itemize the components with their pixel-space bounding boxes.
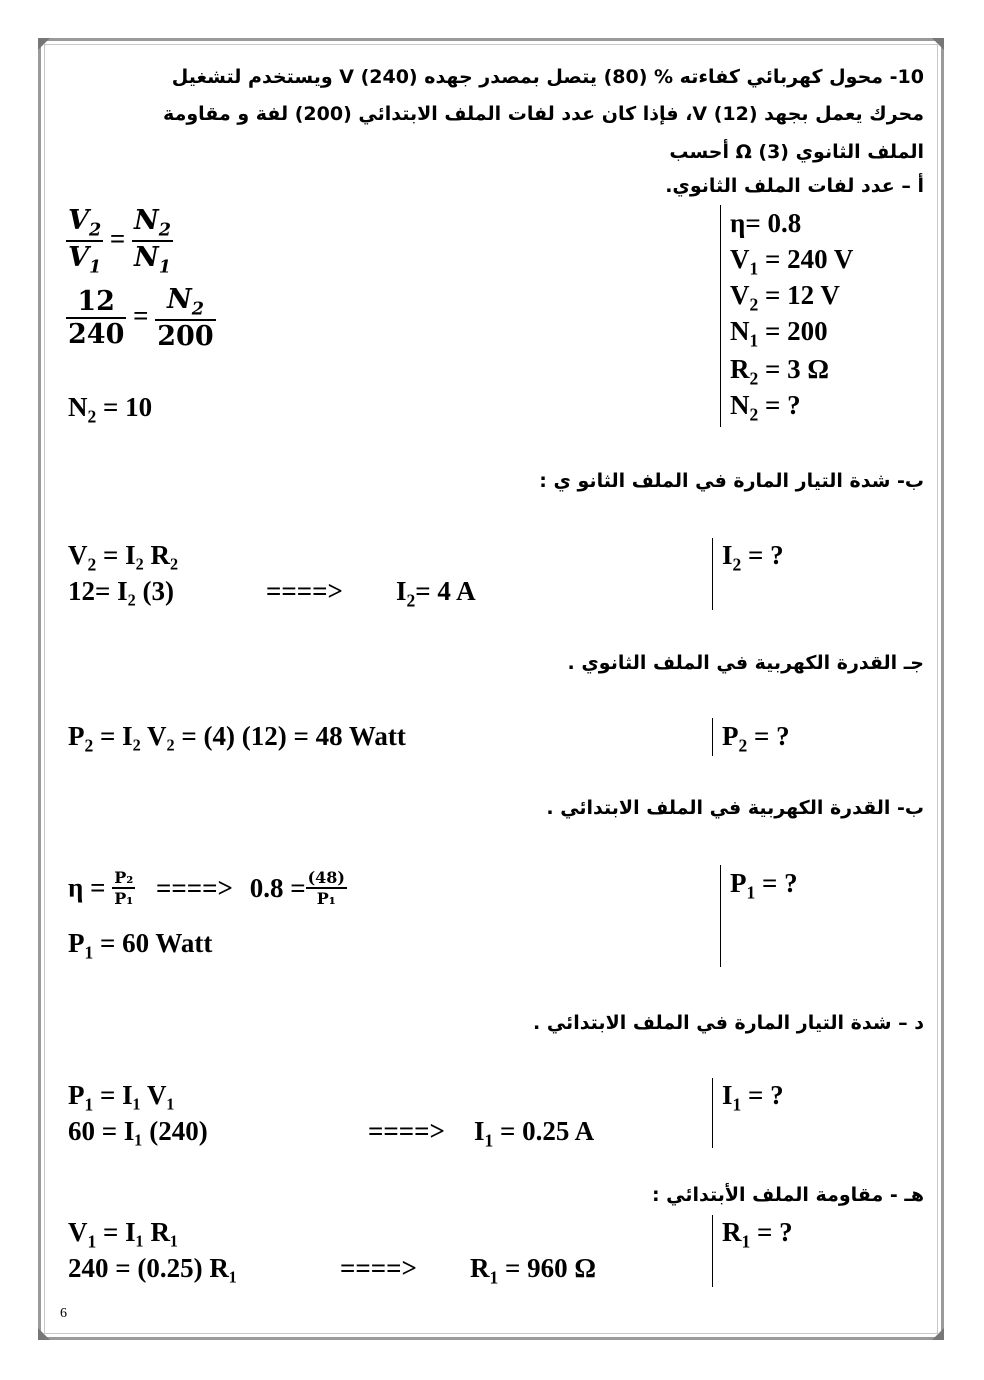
given-r2: $R_2 = 3$ Ω [730,354,830,389]
part-e-divider [712,1078,713,1148]
part-b-divider [712,538,713,610]
part-c-unknown: $P_2$ = ? [722,721,790,756]
part-f-divider [712,1215,713,1287]
part-b-line-2: 12= I₂ (3) [68,576,174,606]
part-b-arrow: ====> [266,576,343,606]
part-e-unknown: $I_1$ = ? [722,1080,784,1115]
fraction-v2-v1: $\frac{V_2}{V_1}$ [68,205,102,278]
corner-ornament [38,1328,50,1340]
corner-ornament [932,1328,944,1340]
part-d-result: $P_1 = 60$ Watt [68,928,213,963]
part-b-line-1: $V_2 = I_2$ R₂ [68,540,179,575]
fraction-n2-200: $\frac{N_2}{200}$ [157,284,214,353]
corner-ornament [932,38,944,50]
part-a-result: $N_2 = 10$ [68,392,153,427]
problem-line-2: محرك يعمل بجهد V (12)، فإذا كان عدد لفات الملف الابتدائي (200) لفة و مقاومة [163,103,924,125]
problem-line-1: 10- محول كهربائي كفاءته % (80) يتصل بمصدر جهده V (240) ويستخدم لتشغيل [171,66,924,88]
fraction-12-240: $\frac{12}{240}$ [68,286,125,351]
part-d-unknown: $P_1$ = ? [730,868,798,903]
part-a-heading: أ – عدد لفات الملف الثانوي. [665,175,924,197]
part-d-divider [720,865,721,967]
page-number: 6 [60,1306,67,1321]
part-e-heading: د – شدة التيار المارة في الملف الابتدائي . [533,1012,924,1034]
part-e-arrow: ====> [368,1116,445,1146]
part-b-heading: ب- شدة التيار المارة في الملف الثانو ي : [539,470,924,492]
part-f-line-1: $V_1 = I_1$ R₁ [68,1217,179,1252]
given-n1: $N_1 = 200$ [730,316,828,351]
ratio-equation: $\frac{V_2}{V_1}$ = $\frac{N_2}{N_1}$ [68,205,171,278]
fraction-p2-p1: $\frac{\text{P₂}}{\text{P₁}}$ [114,868,134,908]
corner-ornament [38,38,50,50]
problem-line-3: الملف الثانوي Ω (3) أحسب [669,141,924,163]
part-d-heading: ب- القدرة الكهربية في الملف الابتدائي . [546,797,924,819]
given-n2: $N_2$ = ? [730,390,801,425]
part-e-line-2: 60 = I₁ (240) [68,1116,208,1146]
part-f-line-2: 240 = (0.25) R₁ [68,1253,237,1283]
part-e-line-1: $P_1 = I_1$ V₁ [68,1080,175,1115]
part-f-heading: هـ - مقاومة الملف الأبتدائي : [651,1184,924,1206]
given-v1: $V_1 = 240$ V [730,244,854,279]
part-c-line: $P_2 = I_2$ V₂ = (4) (12) = 48 Watt [68,721,406,756]
part-f-unknown: $R_1$ = ? [722,1217,793,1252]
part-c-heading: جـ القدرة الكهربية في الملف الثانوي . [567,652,924,674]
given-v2: $V_2 = 12$ V [730,280,840,315]
part-e-result: $I_1 = 0.25$ A [474,1116,595,1151]
ratio-substitution: $\frac{12}{240}$ = $\frac{N_2}{200}$ [68,284,214,353]
efficiency-equation: η = $\frac{\text{P₂}}{\text{P₁}}$ ====> 0.8 = $\frac{(48)}{\text{P₁}}$ [68,868,345,908]
part-c-divider [712,718,713,756]
given-divider [720,205,721,427]
part-f-result: $R_1 = 960$ Ω [470,1253,597,1288]
given-eta: η= 0.8 [730,208,802,238]
part-b-result: $I_2= 4$ A [396,576,476,611]
part-b-unknown: $I_2$ = ? [722,540,784,575]
part-f-arrow: ====> [340,1253,417,1283]
fraction-n2-n1: $\frac{N_2}{N_1}$ [134,205,171,278]
fraction-48-p1: $\frac{(48)}{\text{P₁}}$ [307,868,345,908]
